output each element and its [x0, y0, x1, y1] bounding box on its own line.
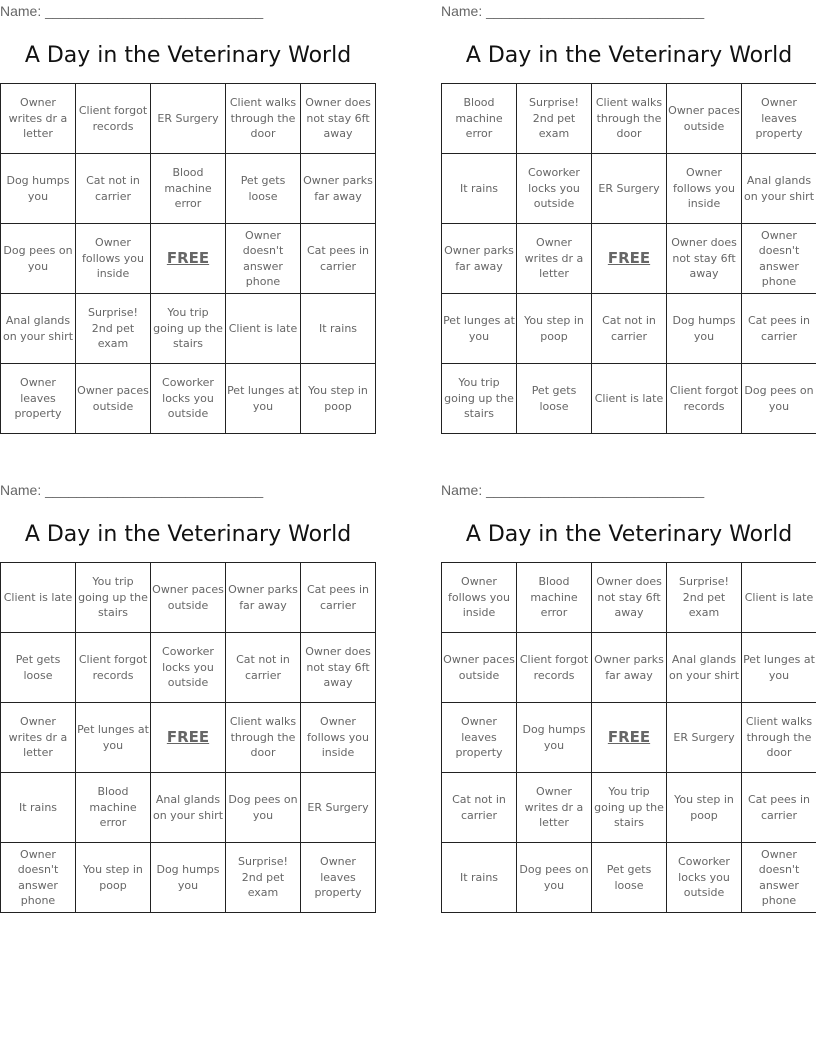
bingo-cell: Owner doesn't answer phone — [742, 843, 816, 913]
bingo-cell: Blood machine error — [76, 773, 151, 843]
bingo-cell: You trip going up the stairs — [76, 563, 151, 633]
bingo-cell: Owner leaves property — [742, 84, 816, 154]
card-title: A Day in the Veterinary World — [465, 43, 793, 68]
bingo-cell: Owner parks far away — [301, 154, 376, 224]
bingo-cell: Owner follows you inside — [301, 703, 376, 773]
bingo-cell: Owner parks far away — [592, 633, 667, 703]
bingo-cell: Dog pees on you — [1, 224, 76, 294]
bingo-cell: It rains — [442, 843, 517, 913]
bingo-cell: Coworker locks you outside — [151, 633, 226, 703]
bingo-cell: Cat pees in carrier — [742, 294, 816, 364]
bingo-cell: Owner parks far away — [442, 224, 517, 294]
bingo-cell: Surprise! 2nd pet exam — [517, 84, 592, 154]
grid-row — [442, 843, 816, 913]
bingo-cell: Cat pees in carrier — [742, 773, 816, 843]
bingo-cell: Client is late — [742, 563, 816, 633]
bingo-cell: You step in poop — [517, 294, 592, 364]
bingo-cell: Client walks through the door — [592, 84, 667, 154]
bingo-cell: Coworker locks you outside — [517, 154, 592, 224]
bingo-cell: You trip going up the stairs — [442, 364, 517, 434]
bingo-cell: Client walks through the door — [742, 703, 816, 773]
grid-row — [442, 154, 816, 224]
bingo-cell: Pet gets loose — [226, 154, 301, 224]
bingo-cell: Anal glands on your shirt — [742, 154, 816, 224]
grid-row — [1, 563, 376, 633]
bingo-cell: Owner writes dr a letter — [1, 84, 76, 154]
free-space-cell: FREE — [151, 703, 226, 773]
bingo-cell: Cat pees in carrier — [301, 224, 376, 294]
bingo-cell: Owner follows you inside — [667, 154, 742, 224]
bingo-cell: Owner does not stay 6ft away — [301, 84, 376, 154]
grid-row — [442, 633, 816, 703]
grid-row — [1, 703, 376, 773]
bingo-cell: Cat not in carrier — [76, 154, 151, 224]
bingo-cell: Pet gets loose — [517, 364, 592, 434]
bingo-cell: Client forgot records — [667, 364, 742, 434]
bingo-cell: Blood machine error — [442, 84, 517, 154]
grid-row — [442, 84, 816, 154]
bingo-cell: Cat not in carrier — [226, 633, 301, 703]
bingo-cell: Dog humps you — [151, 843, 226, 913]
bingo-cell: Owner does not stay 6ft away — [667, 224, 742, 294]
bingo-cell: Owner doesn't answer phone — [1, 843, 76, 913]
bingo-cell: Dog pees on you — [517, 843, 592, 913]
bingo-cell: Owner follows you inside — [442, 563, 517, 633]
bingo-cell: Client forgot records — [76, 633, 151, 703]
grid-row — [442, 563, 816, 633]
bingo-cell: Pet lunges at you — [442, 294, 517, 364]
bingo-cell: Pet gets loose — [1, 633, 76, 703]
bingo-grid — [0, 83, 376, 434]
bingo-cell: Anal glands on your shirt — [667, 633, 742, 703]
bingo-cell: Owner follows you inside — [76, 224, 151, 294]
bingo-cell: Owner parks far away — [226, 563, 301, 633]
bingo-cell: Owner writes dr a letter — [517, 773, 592, 843]
bingo-cell: Client forgot records — [76, 84, 151, 154]
bingo-cell: Blood machine error — [517, 563, 592, 633]
bingo-cell: Pet gets loose — [592, 843, 667, 913]
bingo-cell: Dog humps you — [1, 154, 76, 224]
bingo-cell: You trip going up the stairs — [592, 773, 667, 843]
bingo-cell: Coworker locks you outside — [151, 364, 226, 434]
bingo-cell: Dog pees on you — [742, 364, 816, 434]
bingo-cell: Owner leaves property — [1, 364, 76, 434]
bingo-cell: Dog pees on you — [226, 773, 301, 843]
bingo-cell: You step in poop — [301, 364, 376, 434]
bingo-cell: ER Surgery — [151, 84, 226, 154]
name-field[interactable]: Name: ____________________________ — [0, 482, 264, 498]
bingo-cell: Owner writes dr a letter — [1, 703, 76, 773]
grid-row — [442, 703, 816, 773]
bingo-cell: Cat not in carrier — [442, 773, 517, 843]
grid-row — [442, 294, 816, 364]
bingo-cell: You step in poop — [667, 773, 742, 843]
bingo-cell: It rains — [1, 773, 76, 843]
grid-row — [442, 364, 816, 434]
free-space-cell: FREE — [592, 224, 667, 294]
bingo-cell: Owner leaves property — [301, 843, 376, 913]
grid-row — [1, 224, 376, 294]
bingo-cell: Blood machine error — [151, 154, 226, 224]
bingo-cell: Owner doesn't answer phone — [226, 224, 301, 294]
bingo-cell: Pet lunges at you — [226, 364, 301, 434]
bingo-cell: Anal glands on your shirt — [1, 294, 76, 364]
free-space-cell: FREE — [592, 703, 667, 773]
bingo-cell: ER Surgery — [592, 154, 667, 224]
grid-row — [1, 84, 376, 154]
bingo-cell: Surprise! 2nd pet exam — [667, 563, 742, 633]
card-title: A Day in the Veterinary World — [24, 43, 352, 68]
bingo-cell: Owner does not stay 6ft away — [592, 563, 667, 633]
grid-row — [1, 773, 376, 843]
bingo-cell: Cat pees in carrier — [301, 563, 376, 633]
bingo-cell: Owner leaves property — [442, 703, 517, 773]
grid-row — [442, 773, 816, 843]
bingo-cell: Anal glands on your shirt — [151, 773, 226, 843]
bingo-cell: Client forgot records — [517, 633, 592, 703]
grid-row — [442, 224, 816, 294]
free-space-cell: FREE — [151, 224, 226, 294]
bingo-cell: Owner paces outside — [442, 633, 517, 703]
bingo-cell: Client is late — [226, 294, 301, 364]
bingo-cell: Owner paces outside — [151, 563, 226, 633]
bingo-cell: Dog humps you — [517, 703, 592, 773]
bingo-cell: Owner writes dr a letter — [517, 224, 592, 294]
bingo-cell: You trip going up the stairs — [151, 294, 226, 364]
bingo-cell: ER Surgery — [667, 703, 742, 773]
bingo-cell: Coworker locks you outside — [667, 843, 742, 913]
bingo-cell: Cat not in carrier — [592, 294, 667, 364]
bingo-cell: ER Surgery — [301, 773, 376, 843]
bingo-cell: Owner does not stay 6ft away — [301, 633, 376, 703]
grid-row — [1, 154, 376, 224]
card-title: A Day in the Veterinary World — [465, 522, 793, 547]
grid-row — [1, 294, 376, 364]
bingo-cell: You step in poop — [76, 843, 151, 913]
bingo-cell: Dog humps you — [667, 294, 742, 364]
bingo-cell: Client is late — [1, 563, 76, 633]
grid-row — [1, 364, 376, 434]
bingo-cell: Surprise! 2nd pet exam — [226, 843, 301, 913]
bingo-grid — [441, 562, 816, 913]
bingo-cell: Client walks through the door — [226, 703, 301, 773]
bingo-cell: It rains — [301, 294, 376, 364]
bingo-cell: Owner doesn't answer phone — [742, 224, 816, 294]
card-title: A Day in the Veterinary World — [24, 522, 352, 547]
grid-row — [1, 633, 376, 703]
name-field[interactable]: Name: ____________________________ — [0, 3, 264, 19]
bingo-grid — [441, 83, 816, 434]
grid-row — [1, 843, 376, 913]
bingo-grid — [0, 562, 376, 913]
name-field[interactable]: Name: ____________________________ — [441, 482, 705, 498]
bingo-cell: Pet lunges at you — [76, 703, 151, 773]
bingo-cell: Pet lunges at you — [742, 633, 816, 703]
bingo-cell: Owner paces outside — [667, 84, 742, 154]
bingo-cell: Client is late — [592, 364, 667, 434]
bingo-cell: Owner paces outside — [76, 364, 151, 434]
bingo-cell: Client walks through the door — [226, 84, 301, 154]
name-field[interactable]: Name: ____________________________ — [441, 3, 705, 19]
bingo-cell: It rains — [442, 154, 517, 224]
bingo-cell: Surprise! 2nd pet exam — [76, 294, 151, 364]
